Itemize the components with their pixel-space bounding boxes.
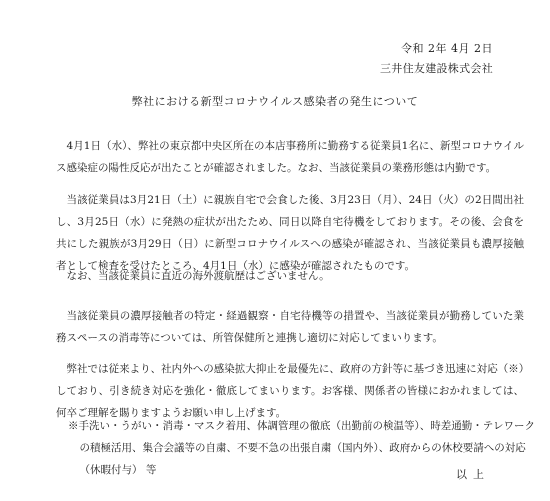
paragraph-company-response: 弊社では従来より、社内外への感染拡大抑止を最優先に、政府の方針等に基づき迅速に対応（※）しており、引き続き対応を強化・徹底してまいります。お客様、関係者の皆様におかれましては、何卒ご理解を賜りますようお願い申し上げます。 [56,362,524,419]
footnote-measures: ※手洗い・うがい・消毒・マスク着用、体調管理の徹底（出勤前の検温等）、時差通勤・テレワークの積極活用、集合会議等の自粛、不要不急の出張自粛（国内外）、政府からの休校要請への対応（休暇付与） 等 [68,419,536,476]
paragraph-infection-timeline: 当該従業員は3月21日（土）に親族自宅で会食した後、3月23日（月）、24日（火）の2日間出社し、3月25日（水）に発熱の症状が出たため、同日以降自宅待機をしております。その後、会食を共にした親族が3月29日（日）に新型コロナウイルスへの感染が確認され、当該従業員も濃厚接触者として検査を受けたところ、4月1日（水）に感染が確認されたものです。 [56,193,524,272]
closing-mark: 以上 [456,468,490,481]
paragraph-travel-history: なお、当該従業員に直近の海外渡航歴はございません。 [66,269,330,282]
document-title: 弊社における新型コロナウイルス感染者の発生について [131,95,419,108]
paragraph-infection-report: 4月1日（水）、弊社の東京都中央区所在の本店事務所に勤務する従業員1名に、新型コロナウイルス感染症の陽性反応が出たことが確認されました。なお、当該従業員の業務形態は内勤です。 [56,139,524,174]
document-date: 令和 2年 4月 2日 [401,42,493,55]
paragraph-contact-measures: 当該従業員の濃厚接触者の特定・経過観察・自宅待機等の措置や、当該従業員が勤務していた業務スペースの消毒等については、所管保健所と連携し適切に対応してまいります。 [56,309,524,344]
company-name: 三井住友建設株式会社 [380,62,493,75]
